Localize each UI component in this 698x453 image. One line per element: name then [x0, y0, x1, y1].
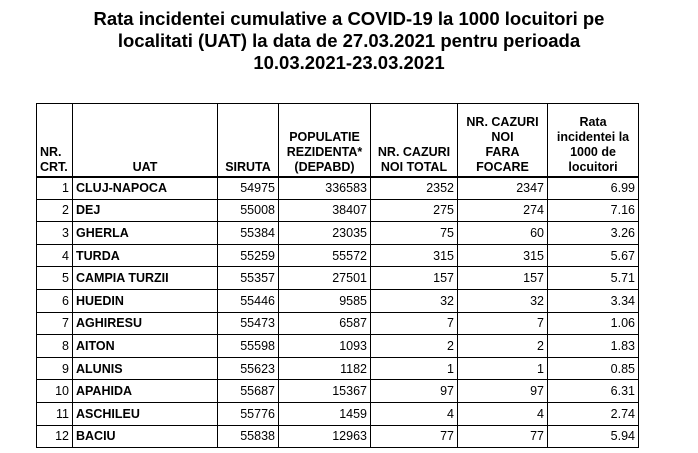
cell-cazuri-fara-focare: 157	[458, 267, 548, 290]
title-line-1: Rata incidentei cumulative a COVID-19 la 1000 locuitori pe	[93, 8, 605, 29]
cell-uat: HUEDIN	[73, 289, 218, 312]
cell-cazuri-fara-focare: 315	[458, 244, 548, 267]
cell-rata: 5.94	[548, 425, 639, 448]
cell-cazuri-total: 315	[371, 244, 458, 267]
header-rata: Rata incidentei la 1000 de locuitori	[548, 104, 639, 177]
table-row	[37, 425, 639, 448]
cell-nr: 1	[37, 177, 73, 200]
cell-cazuri-total: 157	[371, 267, 458, 290]
cell-nr: 7	[37, 312, 73, 335]
table-row	[37, 357, 639, 380]
header-cazuri-total: NR. CAZURI NOI TOTAL	[371, 104, 458, 177]
cell-nr: 3	[37, 222, 73, 245]
cell-cazuri-fara-focare: 7	[458, 312, 548, 335]
table-row	[37, 380, 639, 403]
cell-cazuri-fara-focare: 77	[458, 425, 548, 448]
table-row	[37, 402, 639, 425]
header-uat: UAT	[73, 104, 218, 177]
cell-populatie: 1459	[279, 402, 371, 425]
table-row	[37, 267, 639, 290]
cell-nr: 6	[37, 289, 73, 312]
cell-rata: 0.85	[548, 357, 639, 380]
cell-cazuri-total: 7	[371, 312, 458, 335]
cell-uat: ALUNIS	[73, 357, 218, 380]
cell-cazuri-fara-focare: 274	[458, 199, 548, 222]
cell-populatie: 38407	[279, 199, 371, 222]
cell-nr: 2	[37, 199, 73, 222]
cell-populatie: 6587	[279, 312, 371, 335]
cell-nr: 5	[37, 267, 73, 290]
cell-cazuri-fara-focare: 4	[458, 402, 548, 425]
table-row	[37, 244, 639, 267]
cell-cazuri-total: 97	[371, 380, 458, 403]
cell-rata: 3.26	[548, 222, 639, 245]
table-row	[37, 289, 639, 312]
table-row	[37, 199, 639, 222]
cell-rata: 2.74	[548, 402, 639, 425]
cell-cazuri-fara-focare: 32	[458, 289, 548, 312]
cell-siruta: 55838	[218, 425, 279, 448]
cell-rata: 6.31	[548, 380, 639, 403]
cell-cazuri-fara-focare: 2	[458, 335, 548, 358]
cell-cazuri-total: 2352	[371, 177, 458, 200]
cell-cazuri-total: 32	[371, 289, 458, 312]
title-line-2: localitati (UAT) la data de 27.03.2021 pentru perioada	[117, 30, 581, 51]
header-siruta: SIRUTA	[218, 104, 279, 177]
cell-uat: TURDA	[73, 244, 218, 267]
cell-siruta: 55776	[218, 402, 279, 425]
header-cazuri-fara-focare: NR. CAZURI NOI FARA FOCARE	[458, 104, 548, 177]
cell-siruta: 55446	[218, 289, 279, 312]
cell-uat: CLUJ-NAPOCA	[73, 177, 218, 200]
cell-uat: CAMPIA TURZII	[73, 267, 218, 290]
cell-cazuri-fara-focare: 97	[458, 380, 548, 403]
cell-nr: 10	[37, 380, 73, 403]
cell-uat: APAHIDA	[73, 380, 218, 403]
cell-nr: 8	[37, 335, 73, 358]
cell-populatie: 1182	[279, 357, 371, 380]
cell-populatie: 27501	[279, 267, 371, 290]
table-row	[37, 177, 639, 200]
cell-siruta: 55357	[218, 267, 279, 290]
cell-uat: DEJ	[73, 199, 218, 222]
table-row	[37, 312, 639, 335]
cell-siruta: 55623	[218, 357, 279, 380]
cell-populatie: 23035	[279, 222, 371, 245]
table-row	[37, 222, 639, 245]
cell-populatie: 9585	[279, 289, 371, 312]
cell-rata: 1.83	[548, 335, 639, 358]
cell-rata: 3.34	[548, 289, 639, 312]
header-populatie: POPULATIE REZIDENTA* (DEPABD)	[279, 104, 371, 177]
cell-nr: 12	[37, 425, 73, 448]
cell-cazuri-total: 75	[371, 222, 458, 245]
cell-populatie: 15367	[279, 380, 371, 403]
cell-cazuri-total: 4	[371, 402, 458, 425]
incidence-table	[36, 103, 639, 448]
cell-cazuri-fara-focare: 2347	[458, 177, 548, 200]
cell-nr: 9	[37, 357, 73, 380]
cell-uat: GHERLA	[73, 222, 218, 245]
cell-nr: 4	[37, 244, 73, 267]
cell-uat: AITON	[73, 335, 218, 358]
cell-cazuri-total: 2	[371, 335, 458, 358]
cell-cazuri-total: 77	[371, 425, 458, 448]
cell-rata: 7.16	[548, 199, 639, 222]
cell-siruta: 55259	[218, 244, 279, 267]
cell-siruta: 55384	[218, 222, 279, 245]
cell-rata: 5.67	[548, 244, 639, 267]
cell-cazuri-fara-focare: 1	[458, 357, 548, 380]
cell-uat: AGHIRESU	[73, 312, 218, 335]
cell-siruta: 55008	[218, 199, 279, 222]
title-line-3: 10.03.2021-23.03.2021	[253, 52, 445, 73]
table-header-row	[37, 104, 639, 177]
cell-rata: 1.06	[548, 312, 639, 335]
document-title	[0, 8, 698, 74]
cell-siruta: 54975	[218, 177, 279, 200]
cell-siruta: 55687	[218, 380, 279, 403]
cell-rata: 5.71	[548, 267, 639, 290]
cell-rata: 6.99	[548, 177, 639, 200]
cell-nr: 11	[37, 402, 73, 425]
cell-cazuri-fara-focare: 60	[458, 222, 548, 245]
cell-populatie: 336583	[279, 177, 371, 200]
cell-uat: ASCHILEU	[73, 402, 218, 425]
cell-populatie: 55572	[279, 244, 371, 267]
cell-cazuri-total: 275	[371, 199, 458, 222]
cell-populatie: 12963	[279, 425, 371, 448]
cell-siruta: 55598	[218, 335, 279, 358]
table-row	[37, 335, 639, 358]
cell-siruta: 55473	[218, 312, 279, 335]
cell-cazuri-total: 1	[371, 357, 458, 380]
header-nr-crt: NR. CRT.	[37, 104, 73, 177]
cell-populatie: 1093	[279, 335, 371, 358]
cell-uat: BACIU	[73, 425, 218, 448]
